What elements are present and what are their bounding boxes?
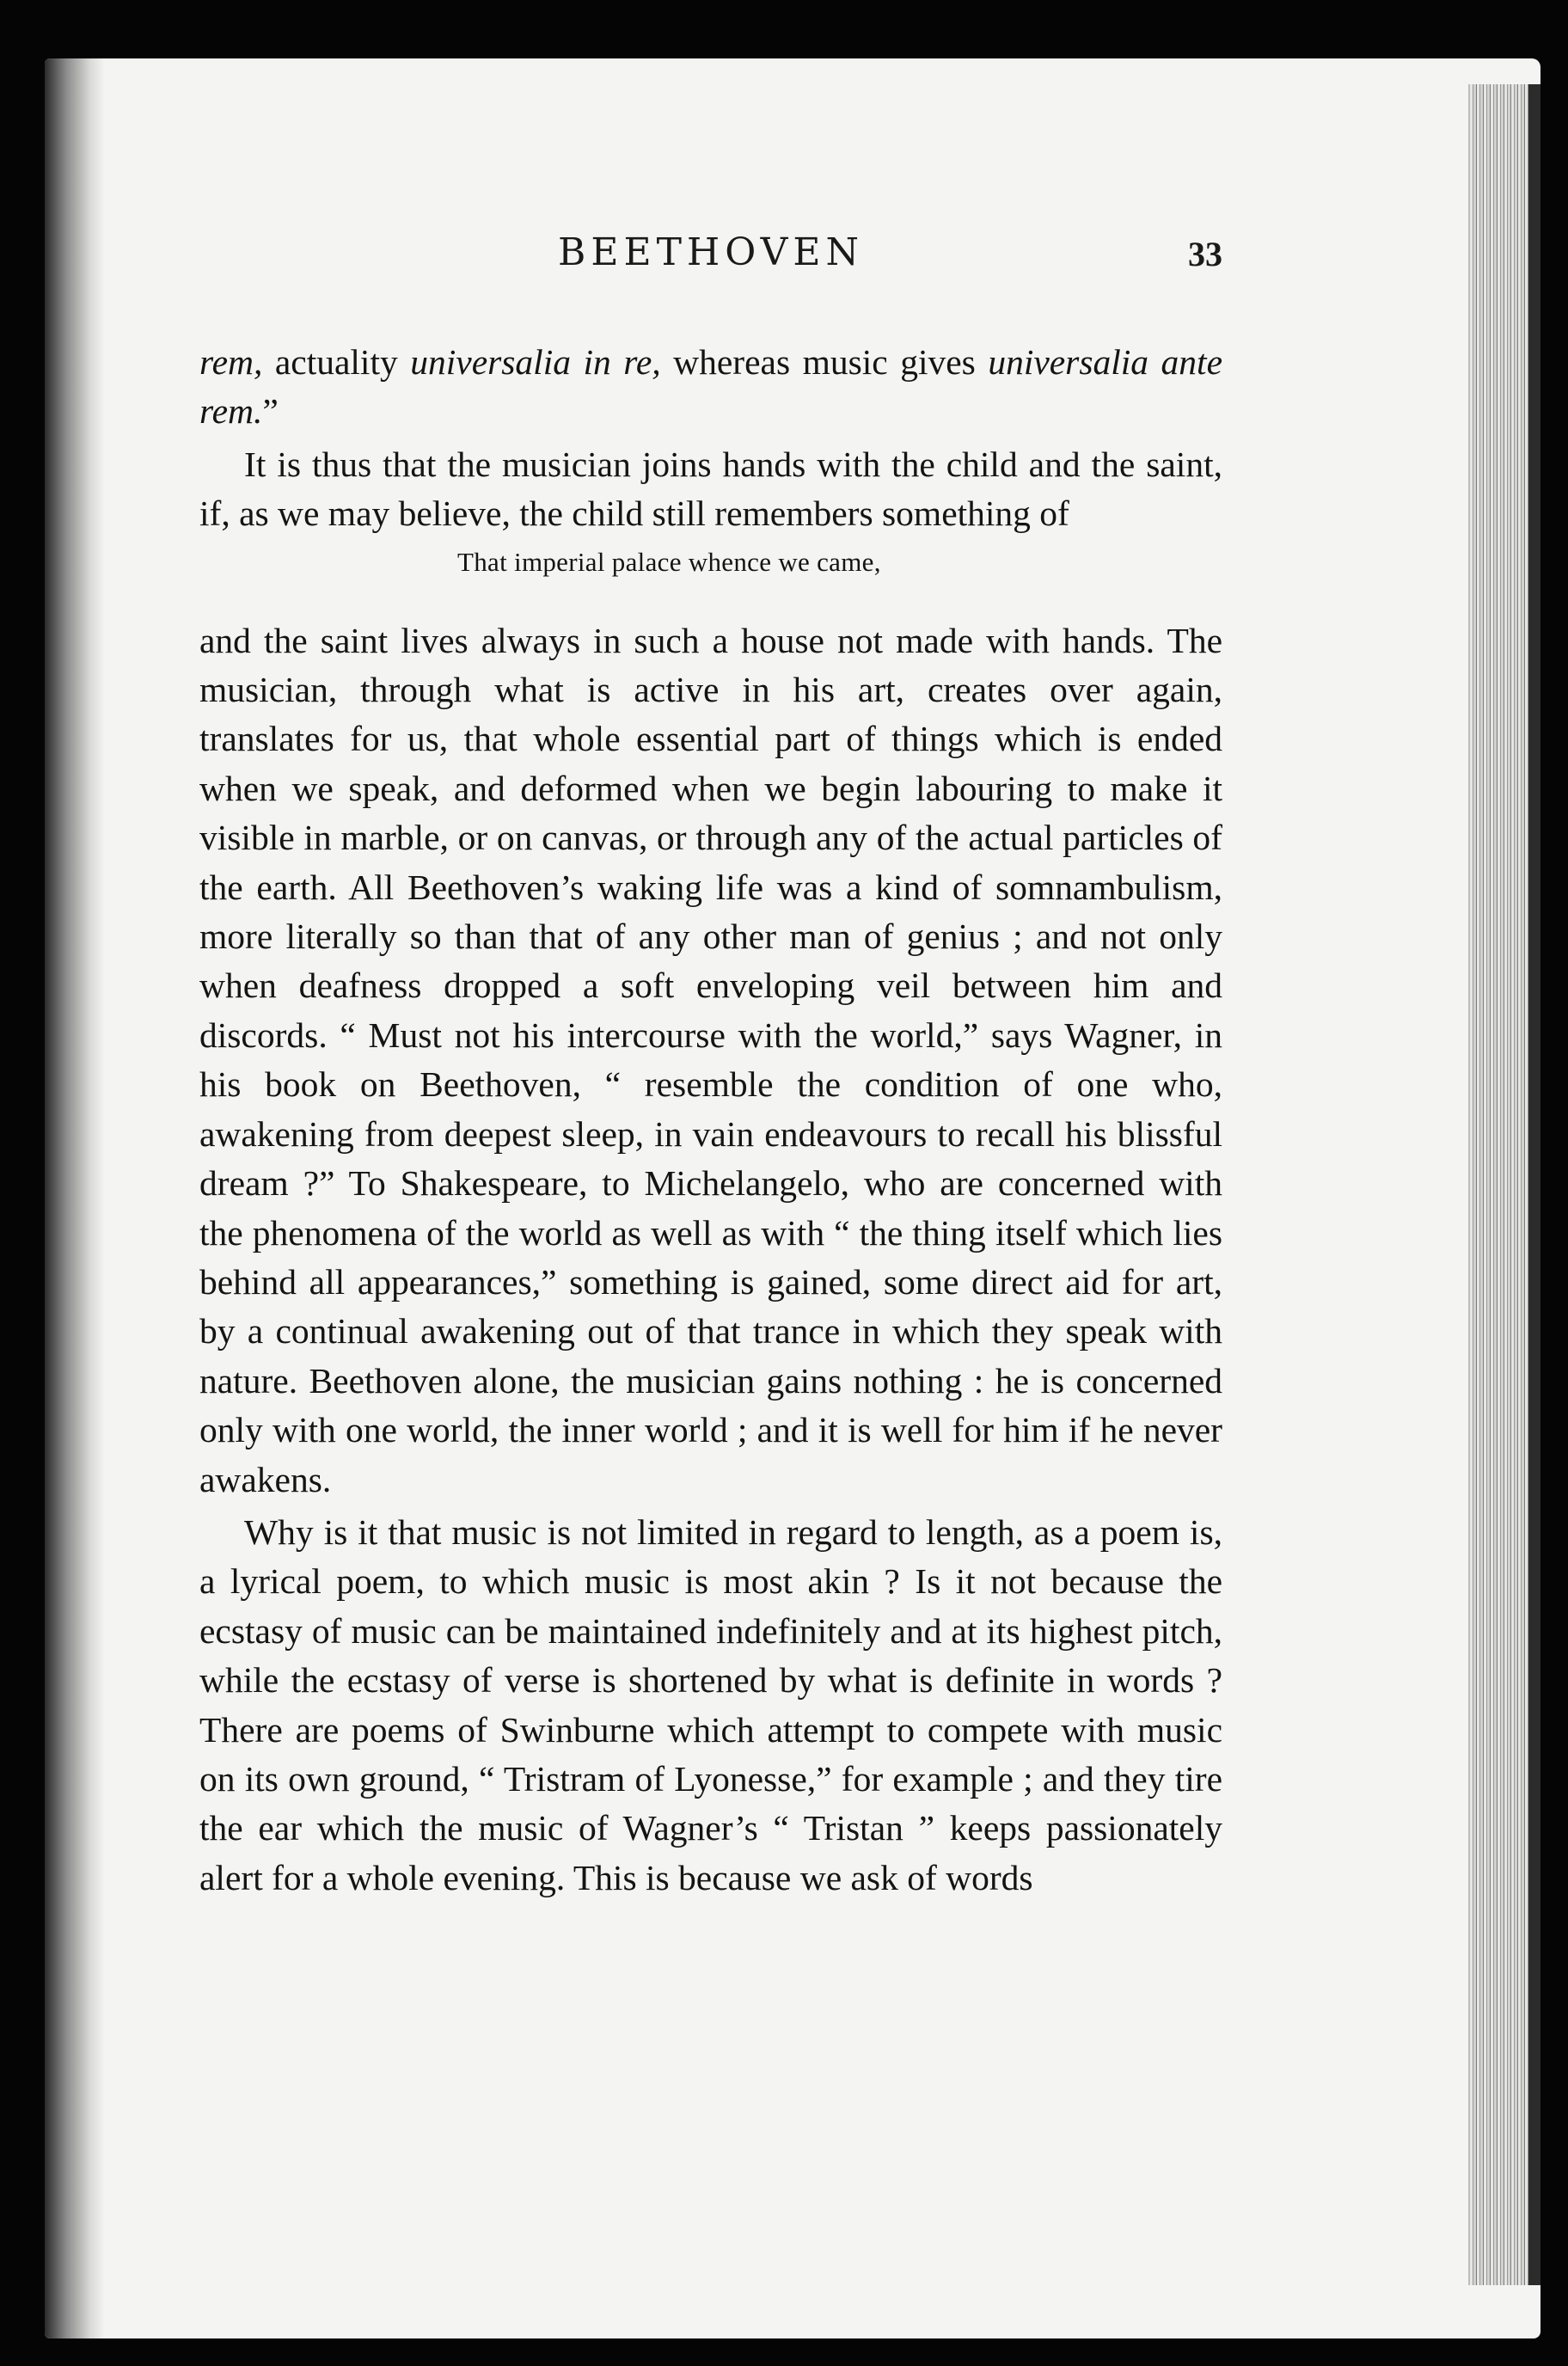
paragraph: It is thus that the musician joins hands with the child and the saint, if, as we may believe, the child still remembers something of (199, 444, 1222, 534)
italic-phrase: universalia ante rem. (199, 342, 1222, 432)
paragraph: and the saint lives always in such a house not made with hands. The musician, through what is active in his art, creates over again, translates for us, that whole essential part of things which is ended when we speak, and deformed when we begin labouring to make it visible in marble, or on canvas, or through any of the actual particles of the earth. All Beethoven’s waking life was a kind of somnambulism, more literally so than that of any other man of genius ; and not only when deafness dropped a soft enveloping veil between him and discords. “ Must not his intercourse with the world,” says Wagner, in his book on Beethoven, “ resemble the condition of one who, awakening from deepest sleep, in vain endeavours to recall his blissful dream ?” To Shakespeare, to Michelangelo, who are concerned with the phenomena of the world as well as with “ the thing itself which lies behind all appearances,” something is gained, some direct aid for art, by a continual awakening out of that trance in which they speak with nature. Beethoven alone, the musician gains nothing : he is concerned only with one world, the inner world ; and it is well for him if he never awakens. (199, 620, 1222, 1499)
verse-quotation: That imperial palace whence we came, (457, 546, 881, 577)
running-title: BEETHOVEN (558, 230, 864, 274)
body-text (199, 338, 1222, 1903)
page-number: 33 (1188, 235, 1222, 273)
text-run: whereas music gives (660, 342, 989, 382)
book-page (45, 58, 1540, 2338)
italic-phrase: rem, (199, 342, 263, 382)
text-run: actuality (262, 342, 411, 382)
paragraph: Why is it that music is not limited in regard to length, as a poem is, a lyrical poem, to which music is most akin ? Is it not because the ecstasy of music can be maintained indefinitely and at its highest pitch, while the ecstasy of verse is shortened by what is definite in words ? There are poems of Swinburne which attempt to compete with music on its own ground, “ Tristram of Lyonesse,” for example ; and they tire the ear which the music of Wagner’s “ Tristan ” keeps passionately alert for a whole evening. This is because we ask of words (199, 1511, 1222, 1897)
paragraph-continuation (199, 338, 1222, 437)
text-run: ” (262, 391, 279, 432)
running-head (199, 220, 1222, 280)
gutter-shadow (45, 58, 105, 2338)
page-edges (1468, 84, 1540, 2285)
italic-phrase: universalia in re, (410, 342, 661, 382)
